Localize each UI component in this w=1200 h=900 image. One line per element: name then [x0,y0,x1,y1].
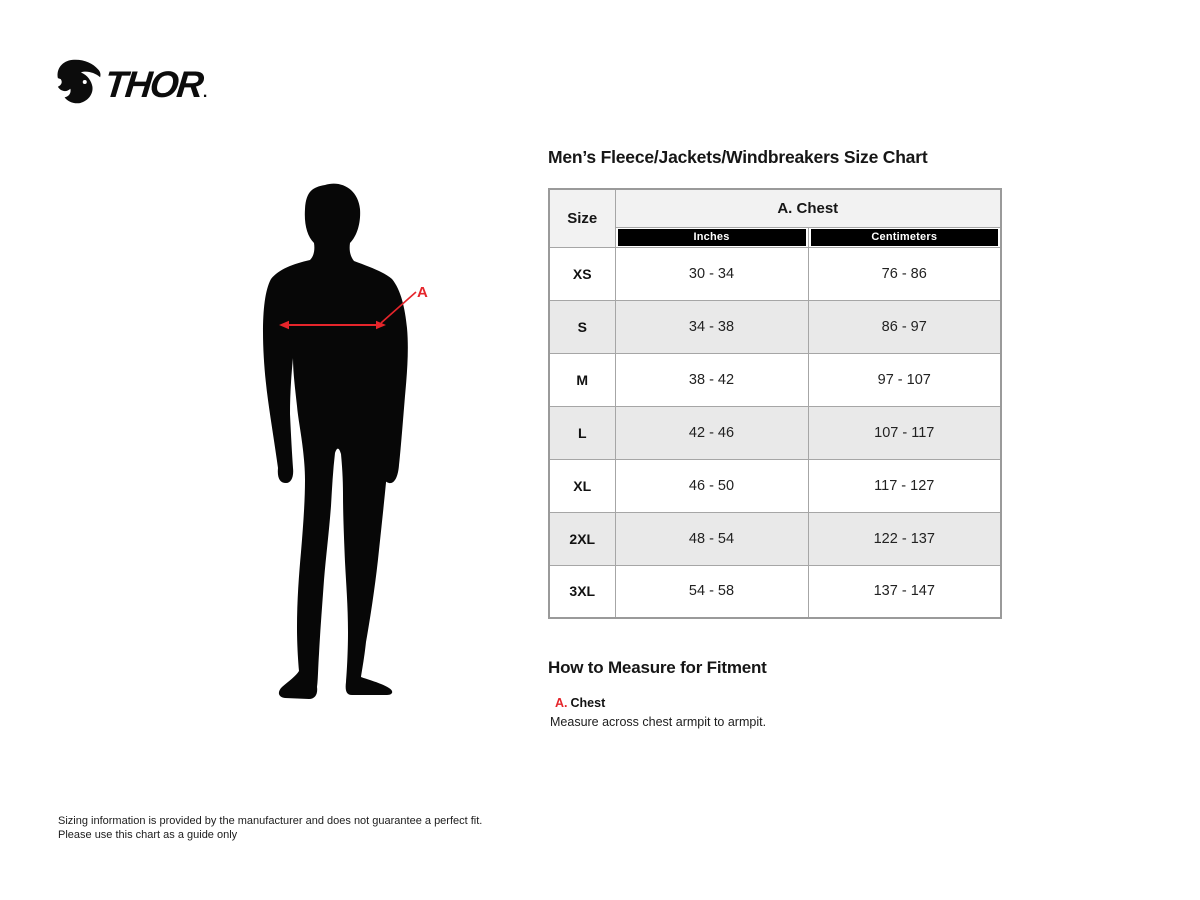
size-row-2xl [549,512,1001,565]
size-cell: L [549,406,615,459]
size-cell: S [549,300,615,353]
centimeters-cell: 107 - 117 [808,406,1001,459]
how-to-measure-section [548,658,978,729]
centimeters-header: Centimeters [811,229,999,246]
size-chart-table [548,188,1002,619]
inches-cell: 48 - 54 [615,512,808,565]
inches-cell: 54 - 58 [615,565,808,618]
centimeters-cell: 76 - 86 [808,247,1001,300]
measure-item-chest [548,694,978,712]
inches-cell: 30 - 34 [615,247,808,300]
male-silhouette-graphic [255,182,440,702]
chest-measure-letter: A [417,284,428,301]
disclaimer-line-2: Please use this chart as a guide only [58,829,238,841]
size-cell: XL [549,459,615,512]
size-cell: 2XL [549,512,615,565]
inches-cell: 34 - 38 [615,300,808,353]
size-row-xs [549,247,1001,300]
inches-cell: 38 - 42 [615,353,808,406]
size-column-header: Size [549,189,615,247]
thor-horned-head-icon [55,57,103,107]
size-row-xl [549,459,1001,512]
body-measurement-figure [255,182,440,702]
measure-item-key: A. [555,696,568,710]
size-chart-title: Men’s Fleece/Jackets/Windbreakers Size Chart [548,147,928,167]
size-row-m [549,353,1001,406]
centimeters-cell: 137 - 147 [808,565,1001,618]
inches-header: Inches [618,229,806,246]
measure-item-description: Measure across chest armpit to armpit. [550,715,767,729]
size-row-s [549,300,1001,353]
sizing-disclaimer [58,814,482,842]
thor-logo-trademark-dot: . [202,84,208,101]
size-row-3xl [549,565,1001,618]
centimeters-cell: 86 - 97 [808,300,1001,353]
size-cell: M [549,353,615,406]
how-to-measure-heading: How to Measure for Fitment [548,658,767,677]
centimeters-cell: 97 - 107 [808,353,1001,406]
centimeters-header-cell [808,227,1001,247]
inches-cell: 42 - 46 [615,406,808,459]
thor-logo [55,56,207,108]
inches-header-cell [615,227,808,247]
disclaimer-line-1: Sizing information is provided by the manufacturer and does not guarantee a perfect fit. [58,815,483,827]
chest-group-header: A. Chest [615,189,1001,227]
thor-logo-text: THOR [102,63,204,105]
size-cell: 3XL [549,565,615,618]
size-row-l [549,406,1001,459]
measure-item-name: Chest [570,696,606,710]
inches-cell: 46 - 50 [615,459,808,512]
size-cell: XS [549,247,615,300]
centimeters-cell: 122 - 137 [808,512,1001,565]
centimeters-cell: 117 - 127 [808,459,1001,512]
